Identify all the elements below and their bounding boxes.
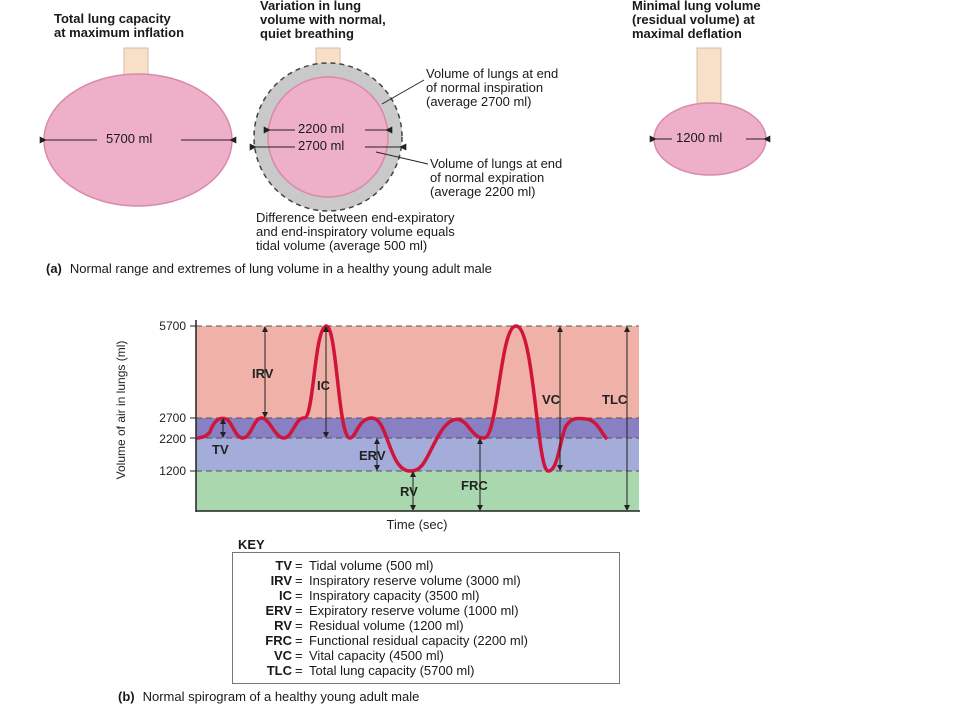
heading-line: maximal deflation (632, 26, 742, 41)
heading-line: (residual volume) at (632, 12, 755, 27)
key-equals: = (295, 558, 303, 573)
key-text: Total lung capacity (5700 ml) (309, 663, 475, 678)
key-equals: = (295, 663, 303, 678)
note-line: Difference between end-expiratory (256, 210, 455, 225)
note-tidal-difference (256, 211, 455, 253)
note-end-expiration (430, 157, 562, 199)
caption-label: (a) (46, 261, 62, 276)
key-row-tv (233, 558, 619, 573)
key-abbr: IRV (270, 573, 292, 588)
key-abbr: VC (273, 648, 292, 663)
key-text: Inspiratory capacity (3500 ml) (309, 588, 480, 603)
key-row-tlc (233, 663, 619, 678)
key-equals: = (295, 603, 303, 618)
label-irv: IRV (252, 366, 274, 381)
note-line: Volume of lungs at end (426, 66, 559, 81)
label-erv: ERV (359, 448, 386, 463)
lung-diagrams (0, 0, 960, 260)
lung-balloon-normal (268, 77, 388, 197)
caption-text: Normal range and extremes of lung volume in a healthy young adult male (69, 261, 492, 276)
note-line: of normal inspiration (426, 80, 544, 95)
label-vc: VC (542, 392, 561, 407)
key-equals: = (295, 618, 303, 633)
key-equals: = (295, 588, 303, 603)
heading-line: Total lung capacity (54, 11, 171, 26)
key-box (232, 552, 620, 684)
caption-part-b (118, 689, 419, 704)
key-title: KEY (238, 537, 265, 552)
note-line: of normal expiration (430, 170, 545, 185)
band-erv (196, 438, 639, 471)
label-tv: TV (212, 442, 229, 457)
heading-line: Variation in lung (260, 0, 362, 13)
key-text: Tidal volume (500 ml) (309, 558, 434, 573)
key-text: Vital capacity (4500 ml) (309, 648, 444, 663)
label-ic: IC (317, 378, 330, 393)
label-2200-ml: 2200 ml (298, 121, 345, 136)
key-abbr: FRC (265, 633, 292, 648)
key-row-erv (233, 603, 619, 618)
label-rv: RV (400, 484, 418, 499)
note-line: (average 2700 ml) (426, 94, 532, 109)
y-tick-label: 1200 (159, 464, 186, 478)
note-line: Volume of lungs at end (430, 156, 563, 171)
key-equals: = (295, 633, 303, 648)
label-2700-ml: 2700 ml (298, 138, 345, 153)
label-frc: FRC (461, 478, 488, 493)
key-text: Inspiratory reserve volume (3000 ml) (309, 573, 521, 588)
note-end-inspiration (426, 67, 558, 109)
note-line: and end-inspiratory volume equals (256, 224, 455, 239)
key-abbr: TLC (266, 663, 292, 678)
label-5700-ml: 5700 ml (106, 131, 153, 146)
key-abbr: ERV (265, 603, 292, 618)
leader-inspiration (382, 80, 424, 104)
key-text: Functional residual capacity (2200 ml) (309, 633, 528, 648)
key-row-vc (233, 648, 619, 663)
y-tick-label: 2200 (159, 432, 186, 446)
note-line: (average 2200 ml) (430, 184, 536, 199)
y-axis-label: Volume of air in lungs (ml) (114, 340, 128, 480)
key-equals: = (295, 648, 303, 663)
spirogram (0, 300, 960, 540)
key-abbr: TV (275, 558, 292, 573)
x-axis-label: Time (sec) (386, 517, 448, 532)
heading-line: quiet breathing (260, 26, 354, 41)
key-row-ic (233, 588, 619, 603)
key-text: Residual volume (1200 ml) (309, 618, 464, 633)
label-tlc: TLC (602, 392, 628, 407)
key-abbr: IC (279, 588, 292, 603)
trachea-right (697, 48, 721, 108)
note-line: tidal volume (average 500 ml) (256, 238, 428, 253)
key-equals: = (295, 573, 303, 588)
key-abbr: RV (274, 618, 292, 633)
caption-part-a (46, 261, 492, 276)
caption-label: (b) (118, 689, 135, 704)
y-tick-label: 2700 (159, 411, 186, 425)
heading-line: Minimal lung volume (632, 0, 761, 13)
key-row-rv (233, 618, 619, 633)
heading-line: volume with normal, (260, 12, 386, 27)
caption-text: Normal spirogram of a healthy young adult male (142, 689, 420, 704)
y-tick-label: 5700 (159, 319, 186, 333)
key-row-frc (233, 633, 619, 648)
heading-line: at maximum inflation (54, 25, 185, 40)
key-text: Expiratory reserve volume (1000 ml) (309, 603, 519, 618)
key-row-irv (233, 573, 619, 588)
label-1200-ml: 1200 ml (676, 130, 723, 145)
